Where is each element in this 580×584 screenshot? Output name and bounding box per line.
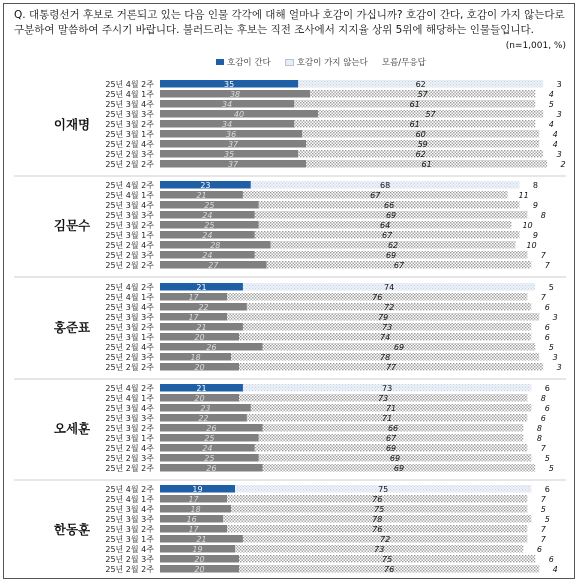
period-label: 25년 4월 1주 xyxy=(105,191,154,200)
value-unfavorable: 73 xyxy=(382,323,393,332)
value-unfavorable: 72 xyxy=(384,303,395,312)
value-unfavorable: 76 xyxy=(372,495,383,504)
value-dontknow: 8 xyxy=(536,434,542,443)
period-label: 25년 2월 3주 xyxy=(105,454,154,463)
value-unfavorable: 61 xyxy=(409,120,420,129)
period-label: 25년 2월 3주 xyxy=(105,353,154,362)
period-label: 25년 4월 2주 xyxy=(105,485,154,494)
period-label: 25년 3월 1주 xyxy=(105,434,154,443)
value-unfavorable: 57 xyxy=(425,110,436,119)
value-dontknow: 4 xyxy=(552,130,558,139)
value-favorable: 20 xyxy=(194,363,205,372)
value-dontknow: 6 xyxy=(544,333,550,342)
value-unfavorable: 74 xyxy=(380,333,391,342)
value-dontknow: 10 xyxy=(526,241,537,250)
value-favorable: 35 xyxy=(224,150,235,159)
value-favorable: 18 xyxy=(190,505,201,514)
chart-layer xyxy=(14,79,566,574)
period-label: 25년 3월 4주 xyxy=(105,201,154,210)
value-favorable: 25 xyxy=(204,221,215,230)
value-favorable: 26 xyxy=(206,464,217,473)
period-label: 25년 3월 3주 xyxy=(105,515,154,524)
period-label: 25년 2월 4주 xyxy=(105,343,154,352)
value-favorable: 35 xyxy=(224,80,235,89)
period-label: 25년 4월 1주 xyxy=(105,90,154,99)
period-label: 25년 4월 1주 xyxy=(105,495,154,504)
value-dontknow: 9 xyxy=(532,231,538,240)
value-dontknow: 3 xyxy=(556,363,562,372)
value-unfavorable: 67 xyxy=(393,261,405,270)
value-dontknow: 4 xyxy=(552,565,558,574)
value-dontknow: 4 xyxy=(548,90,554,99)
legend-dontknow-label: 모름/무응답 xyxy=(381,58,426,68)
period-label: 25년 3월 2주 xyxy=(105,323,154,332)
value-favorable: 18 xyxy=(190,353,201,362)
value-unfavorable: 75 xyxy=(374,505,385,514)
candidate-name: 김문수 xyxy=(53,218,91,233)
period-label: 25년 4월 1주 xyxy=(105,394,154,403)
legend-unfavorable-label: 호감이 가지 않는다 xyxy=(296,58,368,68)
value-favorable: 19 xyxy=(192,545,203,554)
period-label: 25년 4월 1주 xyxy=(105,293,154,302)
period-label: 25년 2월 2주 xyxy=(105,464,154,473)
value-favorable: 24 xyxy=(202,231,213,240)
value-dontknow: 6 xyxy=(544,384,550,393)
value-unfavorable: 68 xyxy=(380,181,391,190)
candidate-name: 오세훈 xyxy=(53,421,91,436)
period-label: 25년 2월 2주 xyxy=(105,160,154,169)
value-favorable: 26 xyxy=(206,424,217,433)
period-label: 25년 2월 3주 xyxy=(105,150,154,159)
period-label: 25년 3월 4주 xyxy=(105,303,154,312)
value-unfavorable: 62 xyxy=(415,80,426,89)
value-dontknow: 3 xyxy=(556,110,562,119)
value-favorable: 17 xyxy=(188,293,199,302)
value-unfavorable: 71 xyxy=(385,404,397,413)
value-unfavorable: 60 xyxy=(415,130,426,139)
period-label: 25년 3월 1주 xyxy=(105,231,154,240)
value-unfavorable: 79 xyxy=(378,313,389,322)
value-dontknow: 8 xyxy=(536,424,542,433)
period-label: 25년 3월 3주 xyxy=(105,110,154,119)
value-unfavorable: 61 xyxy=(409,100,420,109)
period-label: 25년 2월 4주 xyxy=(105,140,154,149)
value-unfavorable: 75 xyxy=(378,485,389,494)
value-dontknow: 11 xyxy=(518,191,529,200)
value-dontknow: 7 xyxy=(540,251,546,260)
value-dontknow: 6 xyxy=(544,323,550,332)
value-favorable: 20 xyxy=(194,555,205,564)
sample-note: (n=1,001, %) xyxy=(505,41,566,51)
value-dontknow: 8 xyxy=(540,394,546,403)
value-unfavorable: 69 xyxy=(389,454,401,463)
value-favorable: 21 xyxy=(196,283,207,292)
value-dontknow: 5 xyxy=(548,343,554,352)
period-label: 25년 2월 4주 xyxy=(105,545,154,554)
candidate-name: 홍준표 xyxy=(53,320,91,335)
period-label: 25년 3월 1주 xyxy=(105,130,154,139)
period-label: 25년 3월 1주 xyxy=(105,535,154,544)
value-dontknow: 4 xyxy=(552,140,558,149)
question-text: Q. 대통령선거 후보로 거론되고 있는 다음 인물 각각에 대해 얼마나 호감이 가십니까? 호감이 간다, 호감이 가지 않는다로 구분하여 말씀하여 주시기 바랍니다. 불러드리는 후보는 직전 조사에서 지지율 상위 5위에 해당하는 인물들입니다. xyxy=(14,9,565,36)
value-dontknow: 7 xyxy=(540,525,546,534)
value-unfavorable: 67 xyxy=(385,434,397,443)
value-dontknow: 2 xyxy=(560,160,566,169)
value-unfavorable: 76 xyxy=(372,525,383,534)
value-favorable: 25 xyxy=(204,454,215,463)
value-dontknow: 6 xyxy=(544,485,550,494)
period-label: 25년 3월 2주 xyxy=(105,525,154,534)
period-label: 25년 2월 3주 xyxy=(105,555,154,564)
period-label: 25년 4월 2주 xyxy=(105,80,154,89)
value-unfavorable: 67 xyxy=(382,231,393,240)
value-favorable: 25 xyxy=(204,201,215,210)
value-favorable: 20 xyxy=(194,333,205,342)
value-favorable: 25 xyxy=(204,434,215,443)
value-dontknow: 6 xyxy=(548,555,554,564)
value-favorable: 28 xyxy=(210,241,221,250)
period-label: 25년 3월 4주 xyxy=(105,505,154,514)
value-unfavorable: 64 xyxy=(380,221,391,230)
value-favorable: 19 xyxy=(192,485,203,494)
value-unfavorable: 76 xyxy=(384,565,395,574)
value-favorable: 21 xyxy=(196,535,207,544)
value-dontknow: 5 xyxy=(548,100,554,109)
value-dontknow: 3 xyxy=(556,80,562,89)
value-favorable: 34 xyxy=(222,100,233,109)
value-favorable: 26 xyxy=(206,343,217,352)
value-favorable: 17 xyxy=(188,525,199,534)
period-label: 25년 4월 2주 xyxy=(105,384,154,393)
value-dontknow: 8 xyxy=(532,181,538,190)
value-dontknow: 4 xyxy=(548,120,554,129)
value-dontknow: 6 xyxy=(544,303,550,312)
value-dontknow: 8 xyxy=(540,211,546,220)
value-unfavorable: 61 xyxy=(421,160,432,169)
value-favorable: 21 xyxy=(196,384,207,393)
period-label: 25년 3월 2주 xyxy=(105,120,154,129)
value-unfavorable: 67 xyxy=(370,191,381,200)
value-dontknow: 5 xyxy=(544,515,550,524)
value-favorable: 17 xyxy=(188,313,199,322)
period-label: 25년 3월 2주 xyxy=(105,424,154,433)
value-favorable: 20 xyxy=(194,394,205,403)
value-unfavorable: 72 xyxy=(380,535,391,544)
value-unfavorable: 73 xyxy=(378,394,389,403)
period-label: 25년 2월 2주 xyxy=(105,261,154,270)
value-unfavorable: 62 xyxy=(415,150,426,159)
value-unfavorable: 74 xyxy=(384,283,395,292)
value-favorable: 21 xyxy=(196,191,207,200)
period-label: 25년 4월 2주 xyxy=(105,181,154,190)
value-unfavorable: 69 xyxy=(385,211,397,220)
value-dontknow: 7 xyxy=(544,261,550,270)
value-favorable: 37 xyxy=(227,160,239,169)
value-favorable: 36 xyxy=(226,130,237,139)
period-label: 25년 2월 4주 xyxy=(105,444,154,453)
period-label: 25년 3월 4주 xyxy=(105,100,154,109)
period-label: 25년 3월 3주 xyxy=(105,313,154,322)
period-label: 25년 4월 2주 xyxy=(105,283,154,292)
value-unfavorable: 71 xyxy=(382,414,393,423)
value-unfavorable: 69 xyxy=(393,464,405,473)
value-favorable: 20 xyxy=(194,565,205,574)
value-dontknow: 5 xyxy=(548,464,554,473)
value-dontknow: 10 xyxy=(522,221,533,230)
value-dontknow: 5 xyxy=(540,505,546,514)
value-favorable: 22 xyxy=(198,303,209,312)
value-dontknow: 6 xyxy=(544,404,550,413)
value-unfavorable: 59 xyxy=(417,140,428,149)
legend-favorable-label: 호감이 간다 xyxy=(227,58,271,68)
value-unfavorable: 69 xyxy=(385,444,397,453)
value-unfavorable: 66 xyxy=(384,201,395,210)
period-label: 25년 3월 3주 xyxy=(105,414,154,423)
value-dontknow: 3 xyxy=(552,353,558,362)
value-unfavorable: 62 xyxy=(387,241,399,250)
period-label: 25년 3월 3주 xyxy=(105,211,154,220)
value-favorable: 24 xyxy=(202,251,213,260)
value-dontknow: 5 xyxy=(548,283,554,292)
value-favorable: 37 xyxy=(227,140,239,149)
value-dontknow: 3 xyxy=(552,313,558,322)
value-unfavorable: 76 xyxy=(372,293,383,302)
candidate-name: 이재명 xyxy=(53,117,91,132)
value-unfavorable: 57 xyxy=(417,90,428,99)
period-label: 25년 2월 4주 xyxy=(105,241,154,250)
value-favorable: 23 xyxy=(200,181,211,190)
period-label: 25년 3월 1주 xyxy=(105,333,154,342)
value-dontknow: 5 xyxy=(544,454,550,463)
value-unfavorable: 69 xyxy=(385,251,397,260)
value-unfavorable: 69 xyxy=(393,343,405,352)
value-dontknow: 6 xyxy=(536,545,542,554)
value-dontknow: 7 xyxy=(540,444,546,453)
value-favorable: 17 xyxy=(188,495,199,504)
value-favorable: 24 xyxy=(202,211,213,220)
value-favorable: 24 xyxy=(202,444,213,453)
value-favorable: 40 xyxy=(233,110,245,119)
value-favorable: 27 xyxy=(208,261,219,270)
period-label: 25년 3월 4주 xyxy=(105,404,154,413)
value-dontknow: 7 xyxy=(540,535,546,544)
value-unfavorable: 75 xyxy=(382,555,393,564)
value-favorable: 38 xyxy=(229,90,241,99)
value-favorable: 16 xyxy=(186,515,197,524)
period-label: 25년 3월 2주 xyxy=(105,221,154,230)
value-dontknow: 6 xyxy=(540,414,546,423)
value-favorable: 21 xyxy=(196,323,207,332)
value-dontknow: 7 xyxy=(540,293,546,302)
value-favorable: 34 xyxy=(222,120,233,129)
period-label: 25년 2월 2주 xyxy=(105,363,154,372)
value-unfavorable: 66 xyxy=(387,424,399,433)
period-label: 25년 2월 2주 xyxy=(105,565,154,574)
candidate-name: 한동훈 xyxy=(53,522,91,537)
period-label: 25년 2월 3주 xyxy=(105,251,154,260)
value-favorable: 22 xyxy=(198,414,209,423)
value-dontknow: 9 xyxy=(532,201,538,210)
value-unfavorable: 78 xyxy=(380,353,391,362)
value-unfavorable: 77 xyxy=(385,363,397,372)
value-favorable: 23 xyxy=(200,404,211,413)
value-dontknow: 3 xyxy=(556,150,562,159)
value-unfavorable: 73 xyxy=(382,384,393,393)
value-unfavorable: 73 xyxy=(374,545,385,554)
value-dontknow: 7 xyxy=(540,495,546,504)
value-unfavorable: 78 xyxy=(372,515,383,524)
